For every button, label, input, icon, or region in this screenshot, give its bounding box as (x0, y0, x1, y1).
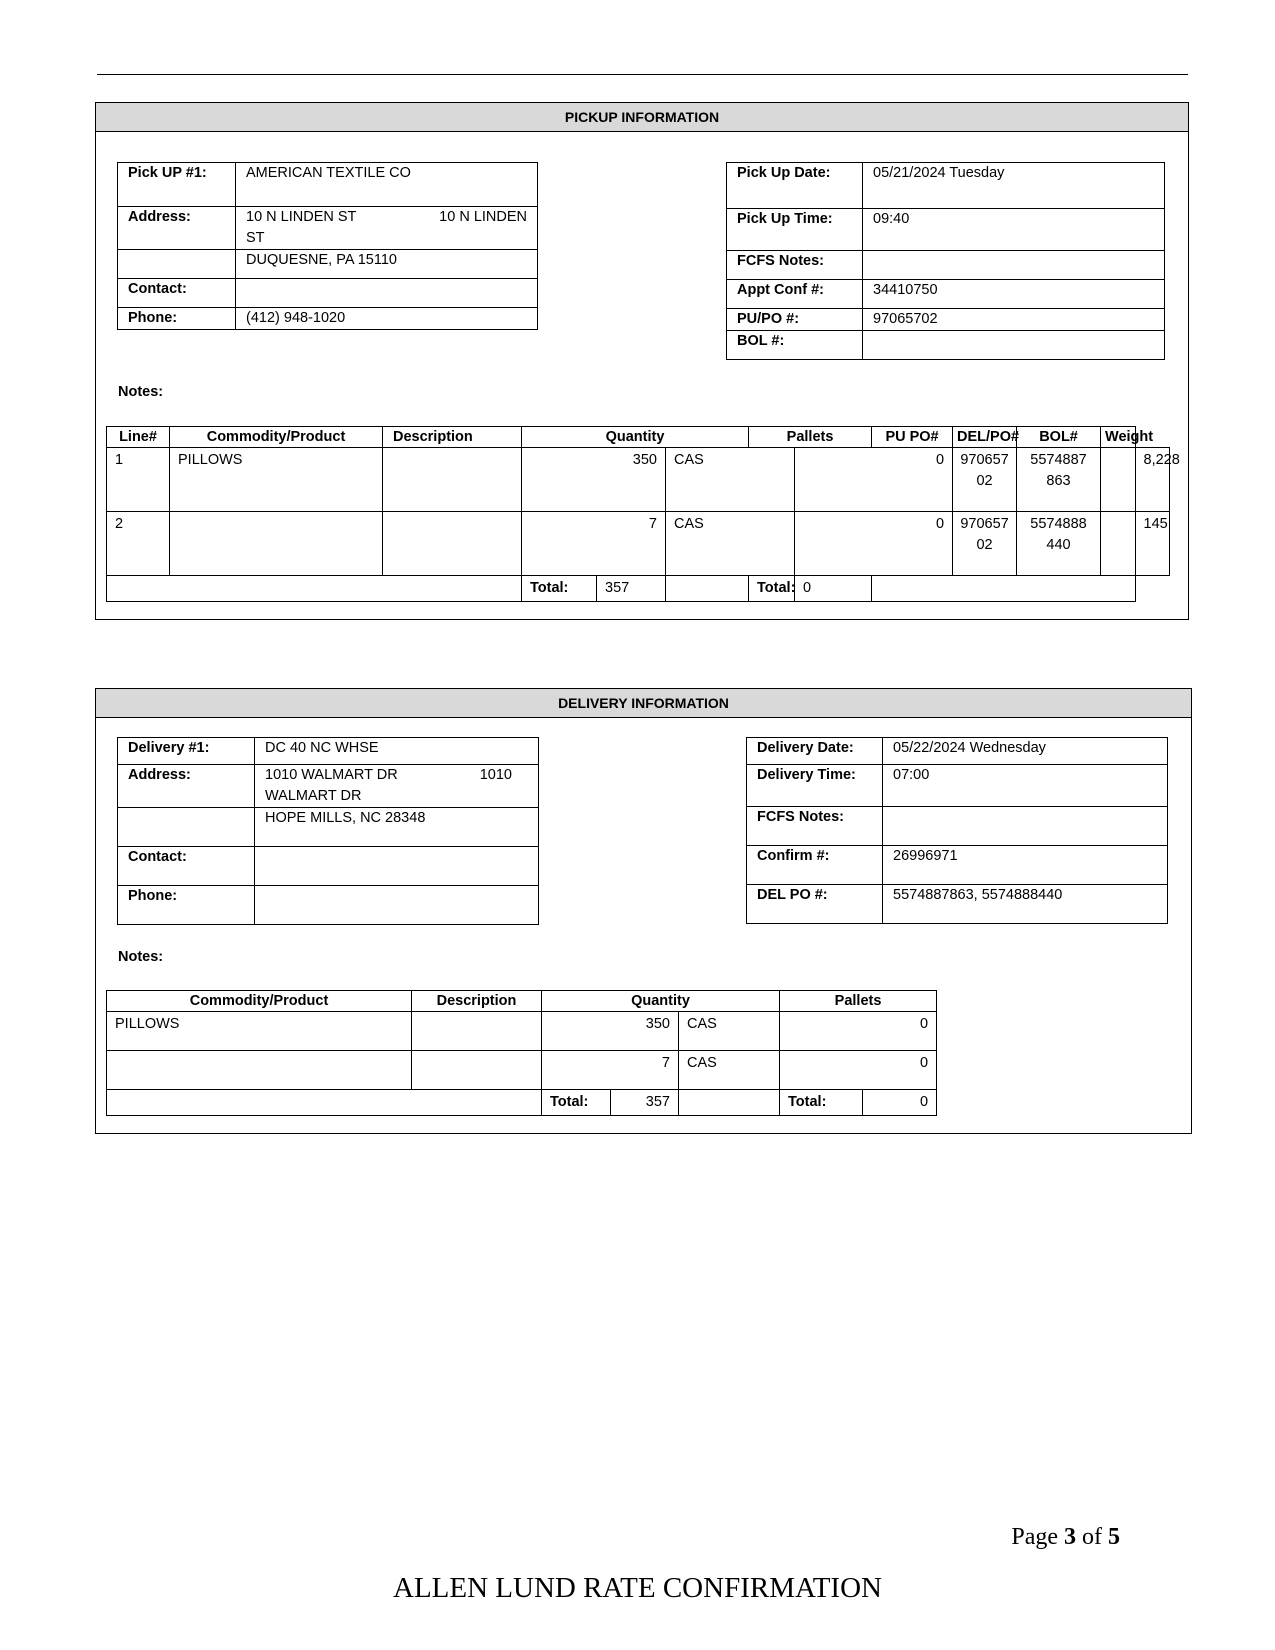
delivery-delpo-label: DEL PO #: (747, 885, 883, 924)
pickup-time-label: Pick Up Time: (727, 209, 863, 251)
col-commodity: Commodity/Product (170, 427, 383, 448)
total-pallets: 0 (863, 1090, 937, 1116)
row-quantity: 7 (522, 512, 666, 576)
col-bol: BOL# (1017, 427, 1101, 448)
pickup-notes-label: Notes: (118, 384, 164, 400)
pickup-appt-label: Appt Conf #: (727, 280, 863, 309)
delivery-goods-table (106, 990, 937, 1116)
delivery-time-value: 07:00 (883, 765, 1168, 807)
totals-row (107, 576, 1170, 602)
delivery-address-label: Address: (118, 765, 255, 808)
row-unit: CAS (666, 512, 795, 576)
pickup-date-label: Pick Up Date: (727, 163, 863, 209)
pickup-address-label: Address: (118, 207, 236, 250)
pickup-contact-label: Contact: (118, 279, 236, 308)
delivery-address-line2: HOPE MILLS, NC 28348 (255, 808, 539, 847)
row-unit: CAS (679, 1012, 780, 1051)
pickup-appt-value: 34410750 (863, 280, 1165, 309)
row-pallets: 0 (795, 448, 953, 512)
row-del-po: 5574888 440 (1017, 512, 1101, 576)
top-rule (97, 74, 1188, 75)
row-weight: 8,228 (1135, 448, 1169, 512)
pickup-phone-value: (412) 948-1020 (236, 308, 538, 330)
row-description (383, 512, 522, 576)
delivery-address-line1 (255, 765, 539, 808)
col-del-po: DEL/PO# (953, 427, 1017, 448)
page-of: of (1076, 1524, 1108, 1550)
col-weight: Weight (1101, 427, 1135, 448)
delivery-confirm-value: 26996971 (883, 846, 1168, 885)
pickup-contact-value (236, 279, 538, 308)
row-commodity: PILLOWS (170, 448, 383, 512)
pickup-company: AMERICAN TEXTILE CO (236, 163, 538, 207)
delivery-contact-value (255, 847, 539, 886)
col-quantity: Quantity (522, 427, 749, 448)
row-quantity: 350 (522, 448, 666, 512)
pickup-address-street: 10 N LINDEN ST (246, 209, 357, 225)
col-line: Line# (107, 427, 170, 448)
delivery-confirm-label: Confirm #: (747, 846, 883, 885)
delivery-address-street: 1010 WALMART DR (265, 767, 398, 783)
pickup-right-table (726, 162, 1165, 360)
col-commodity: Commodity/Product (107, 991, 412, 1012)
col-pu-po: PU PO# (872, 427, 953, 448)
col-pallets: Pallets (780, 991, 937, 1012)
delivery-address-dup: 1010 (479, 767, 512, 783)
row-commodity (170, 512, 383, 576)
delivery-fcfs-label: FCFS Notes: (747, 807, 883, 846)
row-weight: 145 (1135, 512, 1169, 576)
pickup-pupo-value: 97065702 (863, 309, 1165, 331)
table-row (107, 512, 1170, 576)
delivery-left-table (117, 737, 539, 925)
total-qty-label: Total: (542, 1090, 611, 1116)
pickup-address-wrap: ST (246, 230, 265, 246)
row-del-po: 5574887 863 (1017, 448, 1101, 512)
table-row (107, 448, 1170, 512)
row-pu-po: 970657 02 (953, 448, 1017, 512)
delivery-location: DC 40 NC WHSE (255, 738, 539, 765)
totals-row (107, 1090, 937, 1116)
delivery-address-wrap: WALMART DR (265, 788, 362, 804)
row-commodity (107, 1051, 412, 1090)
page-prefix: Page (1011, 1524, 1064, 1550)
total-qty-label: Total: (522, 576, 597, 602)
pickup-pupo-label: PU/PO #: (727, 309, 863, 331)
row-pallets: 0 (780, 1012, 937, 1051)
delivery-date-value: 05/22/2024 Wednesday (883, 738, 1168, 765)
row-quantity: 350 (542, 1012, 679, 1051)
row-description (412, 1012, 542, 1051)
page-number (1011, 1524, 1120, 1551)
delivery-delpo-value: 5574887863, 5574888440 (883, 885, 1168, 924)
pickup-left-table (117, 162, 538, 330)
delivery-number-label: Delivery #1: (118, 738, 255, 765)
delivery-date-label: Delivery Date: (747, 738, 883, 765)
row-unit: CAS (679, 1051, 780, 1090)
table-row (107, 1051, 937, 1090)
pickup-number-label: Pick UP #1: (118, 163, 236, 207)
delivery-time-label: Delivery Time: (747, 765, 883, 807)
pickup-fcfs-value (863, 251, 1165, 280)
pickup-bol-label: BOL #: (727, 331, 863, 360)
page-total: 5 (1108, 1524, 1120, 1550)
delivery-header: DELIVERY INFORMATION (96, 689, 1191, 718)
total-pallets-label: Total: (780, 1090, 863, 1116)
document-title: ALLEN LUND RATE CONFIRMATION (393, 1572, 882, 1604)
total-qty: 357 (597, 576, 666, 602)
row-bol (1101, 448, 1135, 512)
pickup-phone-label: Phone: (118, 308, 236, 330)
pickup-date-value: 05/21/2024 Tuesday (863, 163, 1165, 209)
row-line: 1 (107, 448, 170, 512)
row-pallets: 0 (795, 512, 953, 576)
pickup-address-line1 (236, 207, 538, 250)
row-description (383, 448, 522, 512)
col-pallets: Pallets (749, 427, 872, 448)
delivery-phone-value (255, 886, 539, 925)
total-pallets-label: Total: (749, 576, 795, 602)
delivery-right-table (746, 737, 1168, 924)
delivery-fcfs-value (883, 807, 1168, 846)
pickup-header: PICKUP INFORMATION (96, 103, 1188, 132)
row-pu-po: 970657 02 (953, 512, 1017, 576)
pickup-fcfs-label: FCFS Notes: (727, 251, 863, 280)
delivery-contact-label: Contact: (118, 847, 255, 886)
row-line: 2 (107, 512, 170, 576)
pickup-time-value: 09:40 (863, 209, 1165, 251)
table-row (107, 1012, 937, 1051)
col-quantity: Quantity (542, 991, 780, 1012)
pickup-goods-table (106, 426, 1180, 602)
delivery-phone-label: Phone: (118, 886, 255, 925)
row-commodity: PILLOWS (107, 1012, 412, 1051)
delivery-notes-label: Notes: (118, 949, 164, 965)
page-current: 3 (1064, 1524, 1076, 1550)
row-quantity: 7 (542, 1051, 679, 1090)
pickup-bol-value (863, 331, 1165, 360)
total-pallets: 0 (795, 576, 872, 602)
total-qty: 357 (611, 1090, 679, 1116)
row-unit: CAS (666, 448, 795, 512)
row-description (412, 1051, 542, 1090)
pickup-address-dup: 10 N LINDEN (439, 209, 527, 225)
col-description: Description (412, 991, 542, 1012)
pickup-address-line2: DUQUESNE, PA 15110 (236, 250, 538, 279)
row-bol (1101, 512, 1135, 576)
row-pallets: 0 (780, 1051, 937, 1090)
col-description: Description (383, 427, 522, 448)
